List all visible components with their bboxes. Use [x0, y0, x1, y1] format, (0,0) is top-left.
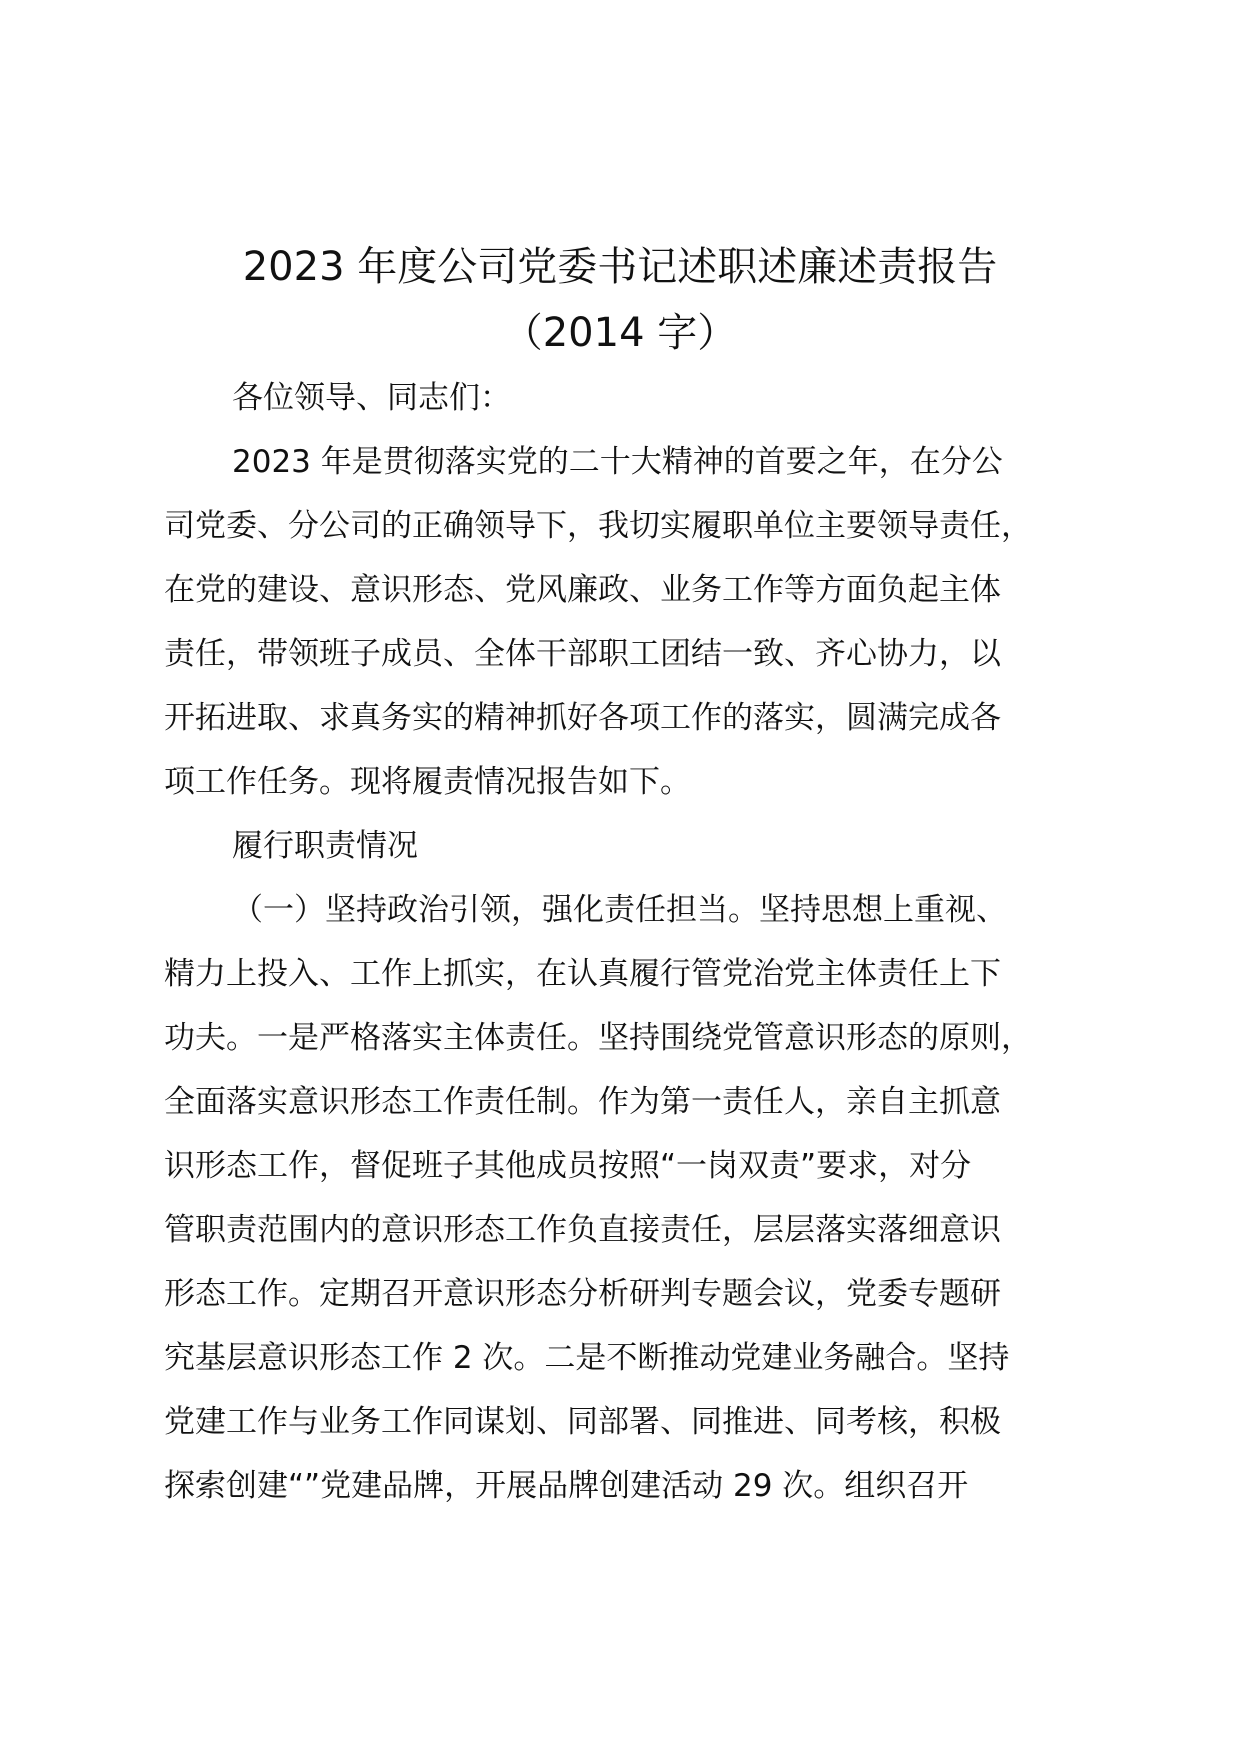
- paragraph-line: 功夫。一是严格落实主体责任。坚持围绕党管意识形态的原则，: [164, 1020, 1032, 1056]
- paragraph-line: 精力上投入、工作上抓实，在认真履行管党治党主体责任上下: [164, 956, 1001, 992]
- paragraph-line: 开拓进取、求真务实的精神抓好各项工作的落实，圆满完成各: [164, 700, 1001, 736]
- paragraph-line: 司党委、分公司的正确领导下，我切实履职单位主要领导责任，: [164, 508, 1032, 544]
- document-title-wordcount: （2014 字）: [502, 310, 738, 356]
- paragraph-line: 探索创建“”党建品牌，开展品牌创建活动 29 次。组织召开: [164, 1468, 969, 1504]
- paragraph-line: 项工作任务。现将履责情况报告如下。: [164, 764, 691, 800]
- paragraph-line: 责任，带领班子成员、全体干部职工团结一致、齐心协力，以: [164, 636, 1001, 672]
- paragraph-line: 形态工作。定期召开意识形态分析研判专题会议，党委专题研: [164, 1276, 1001, 1312]
- section-heading: 履行职责情况: [232, 828, 418, 864]
- paragraph-line: 管职责范围内的意识形态工作负直接责任，层层落实落细意识: [164, 1212, 1001, 1248]
- paragraph-line: 全面落实意识形态工作责任制。作为第一责任人，亲自主抓意: [164, 1084, 1001, 1120]
- paragraph-line: 党建工作与业务工作同谋划、同部署、同推进、同考核，积极: [164, 1404, 1001, 1440]
- document-title: 2023 年度公司党委书记述职述廉述责报告: [242, 244, 998, 290]
- paragraph-line: 识形态工作，督促班子其他成员按照“一岗双责”要求，对分: [164, 1148, 972, 1184]
- paragraph-line: 究基层意识形态工作 2 次。二是不断推动党建业务融合。坚持: [164, 1340, 1010, 1376]
- salutation: 各位领导、同志们：: [232, 380, 511, 416]
- paragraph-line: 在党的建设、意识形态、党风廉政、业务工作等方面负起主体: [164, 572, 1001, 608]
- paragraph-line: （一）坚持政治引领，强化责任担当。坚持思想上重视、: [232, 892, 1007, 928]
- paragraph-line: 2023 年是贯彻落实党的二十大精神的首要之年，在分公: [232, 444, 1003, 480]
